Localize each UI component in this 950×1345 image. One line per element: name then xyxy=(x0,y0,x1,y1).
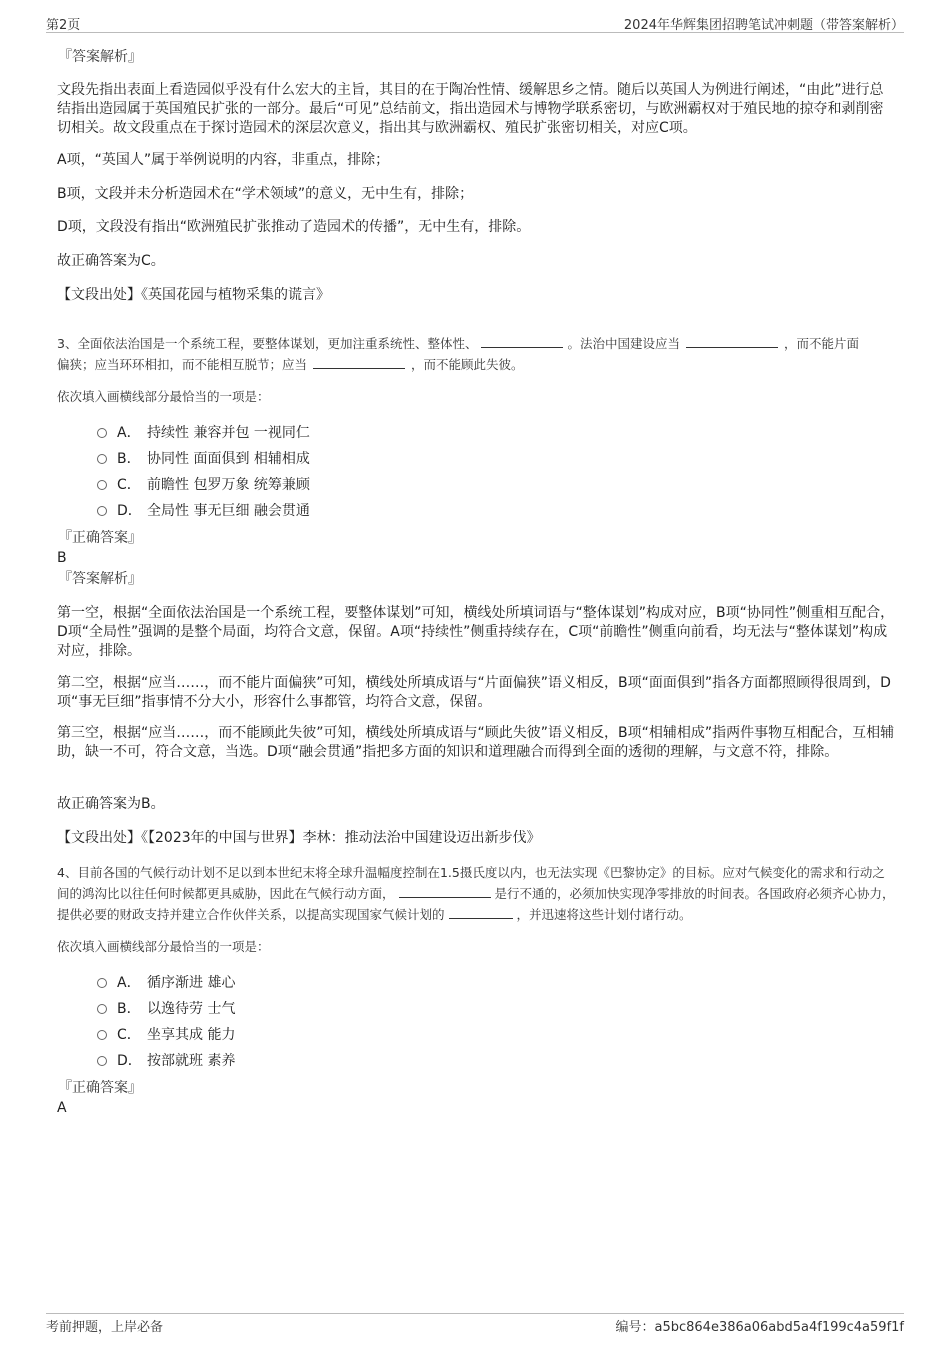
q3-analysis-paragraph-1: 第一空，根据“全面依法治国是一个系统工程，要整体谋划”可知，横线处所填词语与“整体谋划”构成对应，B项“协同性”侧重相互配合，D项“全局性”强调的是整个局面，均符合文意，保留。A项“持续性”侧重持续存在，C项“前瞻性”侧重向前看，均无法与“整体谋划”构成对应，排除。 xyxy=(57,605,895,659)
page-footer xyxy=(46,1313,904,1334)
q2-analysis-label: 『答案解析』 xyxy=(58,49,142,65)
q3-correct-label: 『正确答案』 xyxy=(58,530,142,546)
q3-option-a[interactable]: A． 持续性 兼容并包 一视同仁 xyxy=(97,424,310,442)
document-code: 编号：a5bc864e386a06abd5a4f199c4a59f1f xyxy=(615,1320,904,1335)
q2-analysis-paragraph-3: B项，文段并未分析造园术在“学术领域”的意义，无中生有，排除； xyxy=(57,186,474,202)
radio-icon[interactable] xyxy=(97,1056,107,1066)
q4-correct-answer: A xyxy=(57,1100,67,1116)
q3-blank-1 xyxy=(481,335,563,348)
q4-option-b[interactable]: B． 以逸待劳 士气 xyxy=(97,1000,235,1018)
radio-icon[interactable] xyxy=(97,978,107,988)
q2-conclusion: 故正确答案为C。 xyxy=(57,253,165,269)
q3-blank-3 xyxy=(313,356,405,369)
q3-analysis-paragraph-3: 第三空，根据“应当……，而不能顾此失彼”可知，横线处所填成语与“顾此失彼”语义相反，B项“相辅相成”指两件事物互相配合，互相辅助，缺一不可，符合文意，当选。D项“融会贯通”指把多方面的知识和道理融合而得到全面的透彻的理解，与文意不符，排除。 xyxy=(57,725,895,760)
page-number: 第2页 xyxy=(46,18,81,33)
q4-option-c[interactable]: C． 坐享其成 能力 xyxy=(97,1026,235,1044)
q4-blank-2 xyxy=(449,906,513,919)
q2-analysis-paragraph-4: D项，文段没有指出“欧洲殖民扩张推动了造园术的传播”，无中生有，排除。 xyxy=(57,219,531,235)
q3-option-c[interactable]: C． 前瞻性 包罗万象 统筹兼顾 xyxy=(97,476,310,494)
q3-source: 【文段出处】《【2023年的中国与世界】李林：推动法治中国建设迈出新步伐》 xyxy=(57,830,541,846)
radio-icon[interactable] xyxy=(97,1004,107,1014)
q3-stem: 3、全面依法治国是一个系统工程，要整体谋划，更加注重系统性、整体性、 。法治中国建设应当 ，而不能片面 偏狭；应当环环相扣，而不能相互脱节；应当 ，而不能顾此失彼。 xyxy=(57,336,859,372)
q3-analysis-paragraph-2: 第二空，根据“应当……，而不能片面偏狭”可知，横线处所填成语与“片面偏狭”语义相反，B项“面面俱到”指各方面都照顾得很周到，D项“事无巨细”指事情不分大小，形容什么事都管，均符合文意，保留。 xyxy=(57,675,891,710)
radio-icon[interactable] xyxy=(97,428,107,438)
q3-correct-answer: B xyxy=(57,550,67,566)
q4-prompt: 依次填入画横线部分最恰当的一项是： xyxy=(57,939,270,954)
q3-option-b[interactable]: B． 协同性 面面俱到 相辅相成 xyxy=(97,450,310,468)
q2-analysis-paragraph-1: 文段先指出表面上看造园似乎没有什么宏大的主旨，其目的在于陶冶性情、缓解思乡之情。随后以英国人为例进行阐述，“由此”进行总结指出造园属于英国殖民扩张的一部分。最后“可见”总结前文，指出造园术与博物学联系密切，与欧洲霸权对于殖民地的掠夺和剥削密切相关。故文段重点在于探讨造园术的深层次意义，指出其与欧洲霸权、殖民扩张密切相关，对应C项。 xyxy=(57,82,884,136)
q4-correct-label: 『正确答案』 xyxy=(58,1080,142,1096)
radio-icon[interactable] xyxy=(97,480,107,490)
radio-icon[interactable] xyxy=(97,454,107,464)
q3-blank-2 xyxy=(686,335,778,348)
q3-option-d[interactable]: D． 全局性 事无巨细 融会贯通 xyxy=(97,502,310,520)
q3-prompt: 依次填入画横线部分最恰当的一项是： xyxy=(57,389,270,404)
q2-analysis-paragraph-2: A项，“英国人”属于举例说明的内容，非重点，排除； xyxy=(57,152,390,168)
document-title: 2024年华辉集团招聘笔试冲刺题（带答案解析） xyxy=(623,18,904,33)
q4-stem: 4、目前各国的气候行动计划不足以到本世纪末将全球升温幅度控制在1.5摄氏度以内，也无法实现《巴黎协定》的目标。应对气候变化的需求和行动之间的鸿沟比以往任何时候都更具威胁，因此在气候行动方面， 是行不通的，必须加快实现净零排放的时间表。各国政府必须齐心协力，提供必要的财政支持并建立合作伙伴关系，以提高实现国家气候计划的 ，并迅速将这些计划付诸行动。 xyxy=(57,865,895,922)
q4-blank-1 xyxy=(399,885,491,898)
footer-slogan: 考前押题，上岸必备 xyxy=(46,1320,164,1335)
page-header xyxy=(46,14,904,33)
radio-icon[interactable] xyxy=(97,506,107,516)
q4-option-d[interactable]: D． 按部就班 素养 xyxy=(97,1052,235,1070)
q3-analysis-label: 『答案解析』 xyxy=(58,571,142,587)
q3-conclusion: 故正确答案为B。 xyxy=(57,796,165,812)
q4-option-a[interactable]: A． 循序渐进 雄心 xyxy=(97,974,235,992)
radio-icon[interactable] xyxy=(97,1030,107,1040)
q2-source: 【文段出处】《英国花园与植物采集的谎言》 xyxy=(57,287,330,303)
